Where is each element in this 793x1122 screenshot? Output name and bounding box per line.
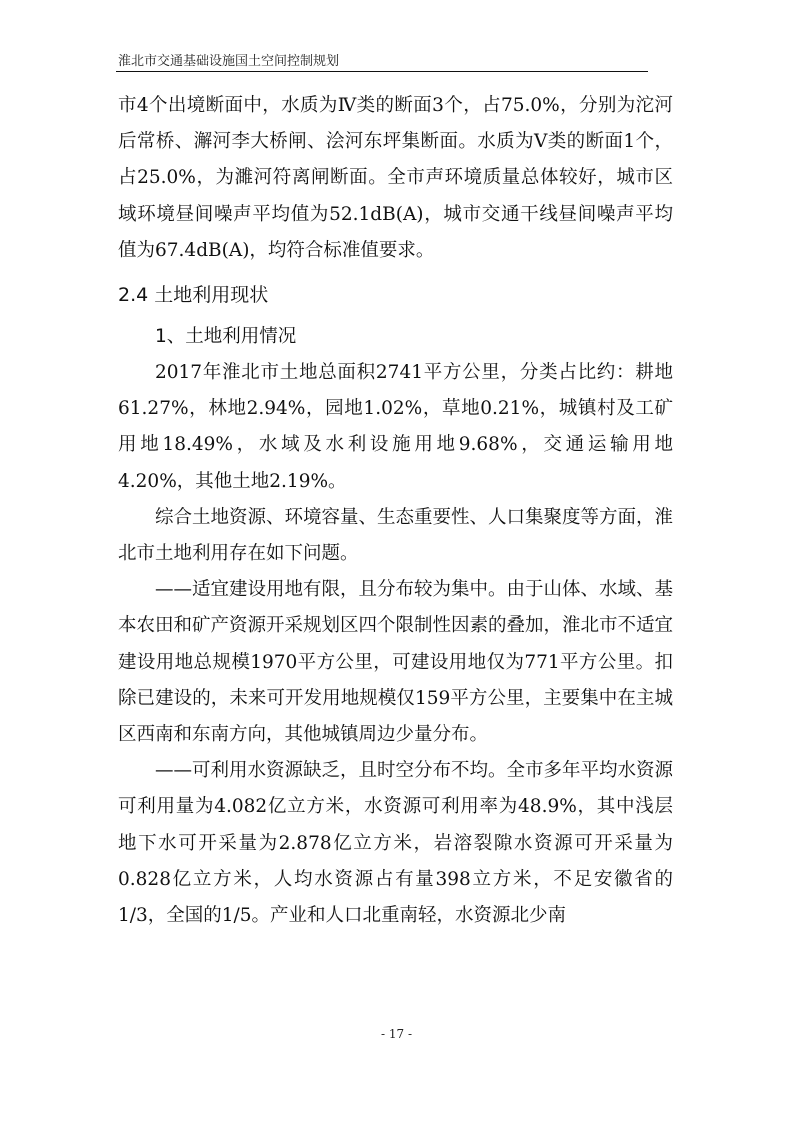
section-heading: 2.4 土地利用现状: [118, 284, 269, 307]
body-text: [118, 88, 673, 934]
paragraph-intro-issues: 综合土地资源、环境容量、生态重要性、人口集聚度等方面，淮北市土地利用存在如下问题。: [118, 506, 674, 565]
header-rule: [116, 71, 648, 72]
paragraph-issue-2: ——可利用水资源缺乏，且时空分布不均。全市多年平均水资源可利用量为4.082亿立方米，水资源可利用率为48.9%，其中浅层地下水可开采量为2.878亿立方米，岩溶裂隙水资源可开采量为0.828亿立方米，人均水资源占有量398立方米，不足安徽省的1/3，全国的1/5。产业和人口北重南轻，水资源北少南: [118, 760, 674, 927]
paragraph-continued: 市4个出境断面中，水质为Ⅳ类的断面3个，占75.0%，分别为沱河后常桥、澥河李大桥闸、浍河东坪集断面。水质为Ⅴ类的断面1个，占25.0%，为濉河符离闸断面。全市声环境质量总体较好，城市区域环境昼间噪声平均值为52.1dB(A)，城市交通干线昼间噪声平均值为67.4dB(A)，均符合标准值要求。: [118, 95, 673, 261]
page-number: - 17 -: [380, 1027, 412, 1041]
paragraph-issue-1: ——适宜建设用地有限，且分布较为集中。由于山体、水域、基本农田和矿产资源开采规划区四个限制性因素的叠加，淮北市不适宜建设用地总规模1970平方公里，可建设用地仅为771平方公里。扣除已建设的，未来可开发用地规模仅159平方公里，主要集中在主城区西南和东南方向，其他城镇周边少量分布。: [118, 579, 674, 746]
running-header: 淮北市交通基础设施国土空间控制规划: [118, 54, 340, 69]
paragraph-land-area: 2017年淮北市土地总面积2741平方公里，分类占比约：耕地61.27%，林地2.94%，园地1.02%，草地0.21%，城镇村及工矿用地18.49%，水域及水利设施用地9.68%，交通运输用地4.20%，其他土地2.19%。: [118, 362, 673, 492]
subsection-heading: 1、土地利用情况: [155, 326, 297, 348]
